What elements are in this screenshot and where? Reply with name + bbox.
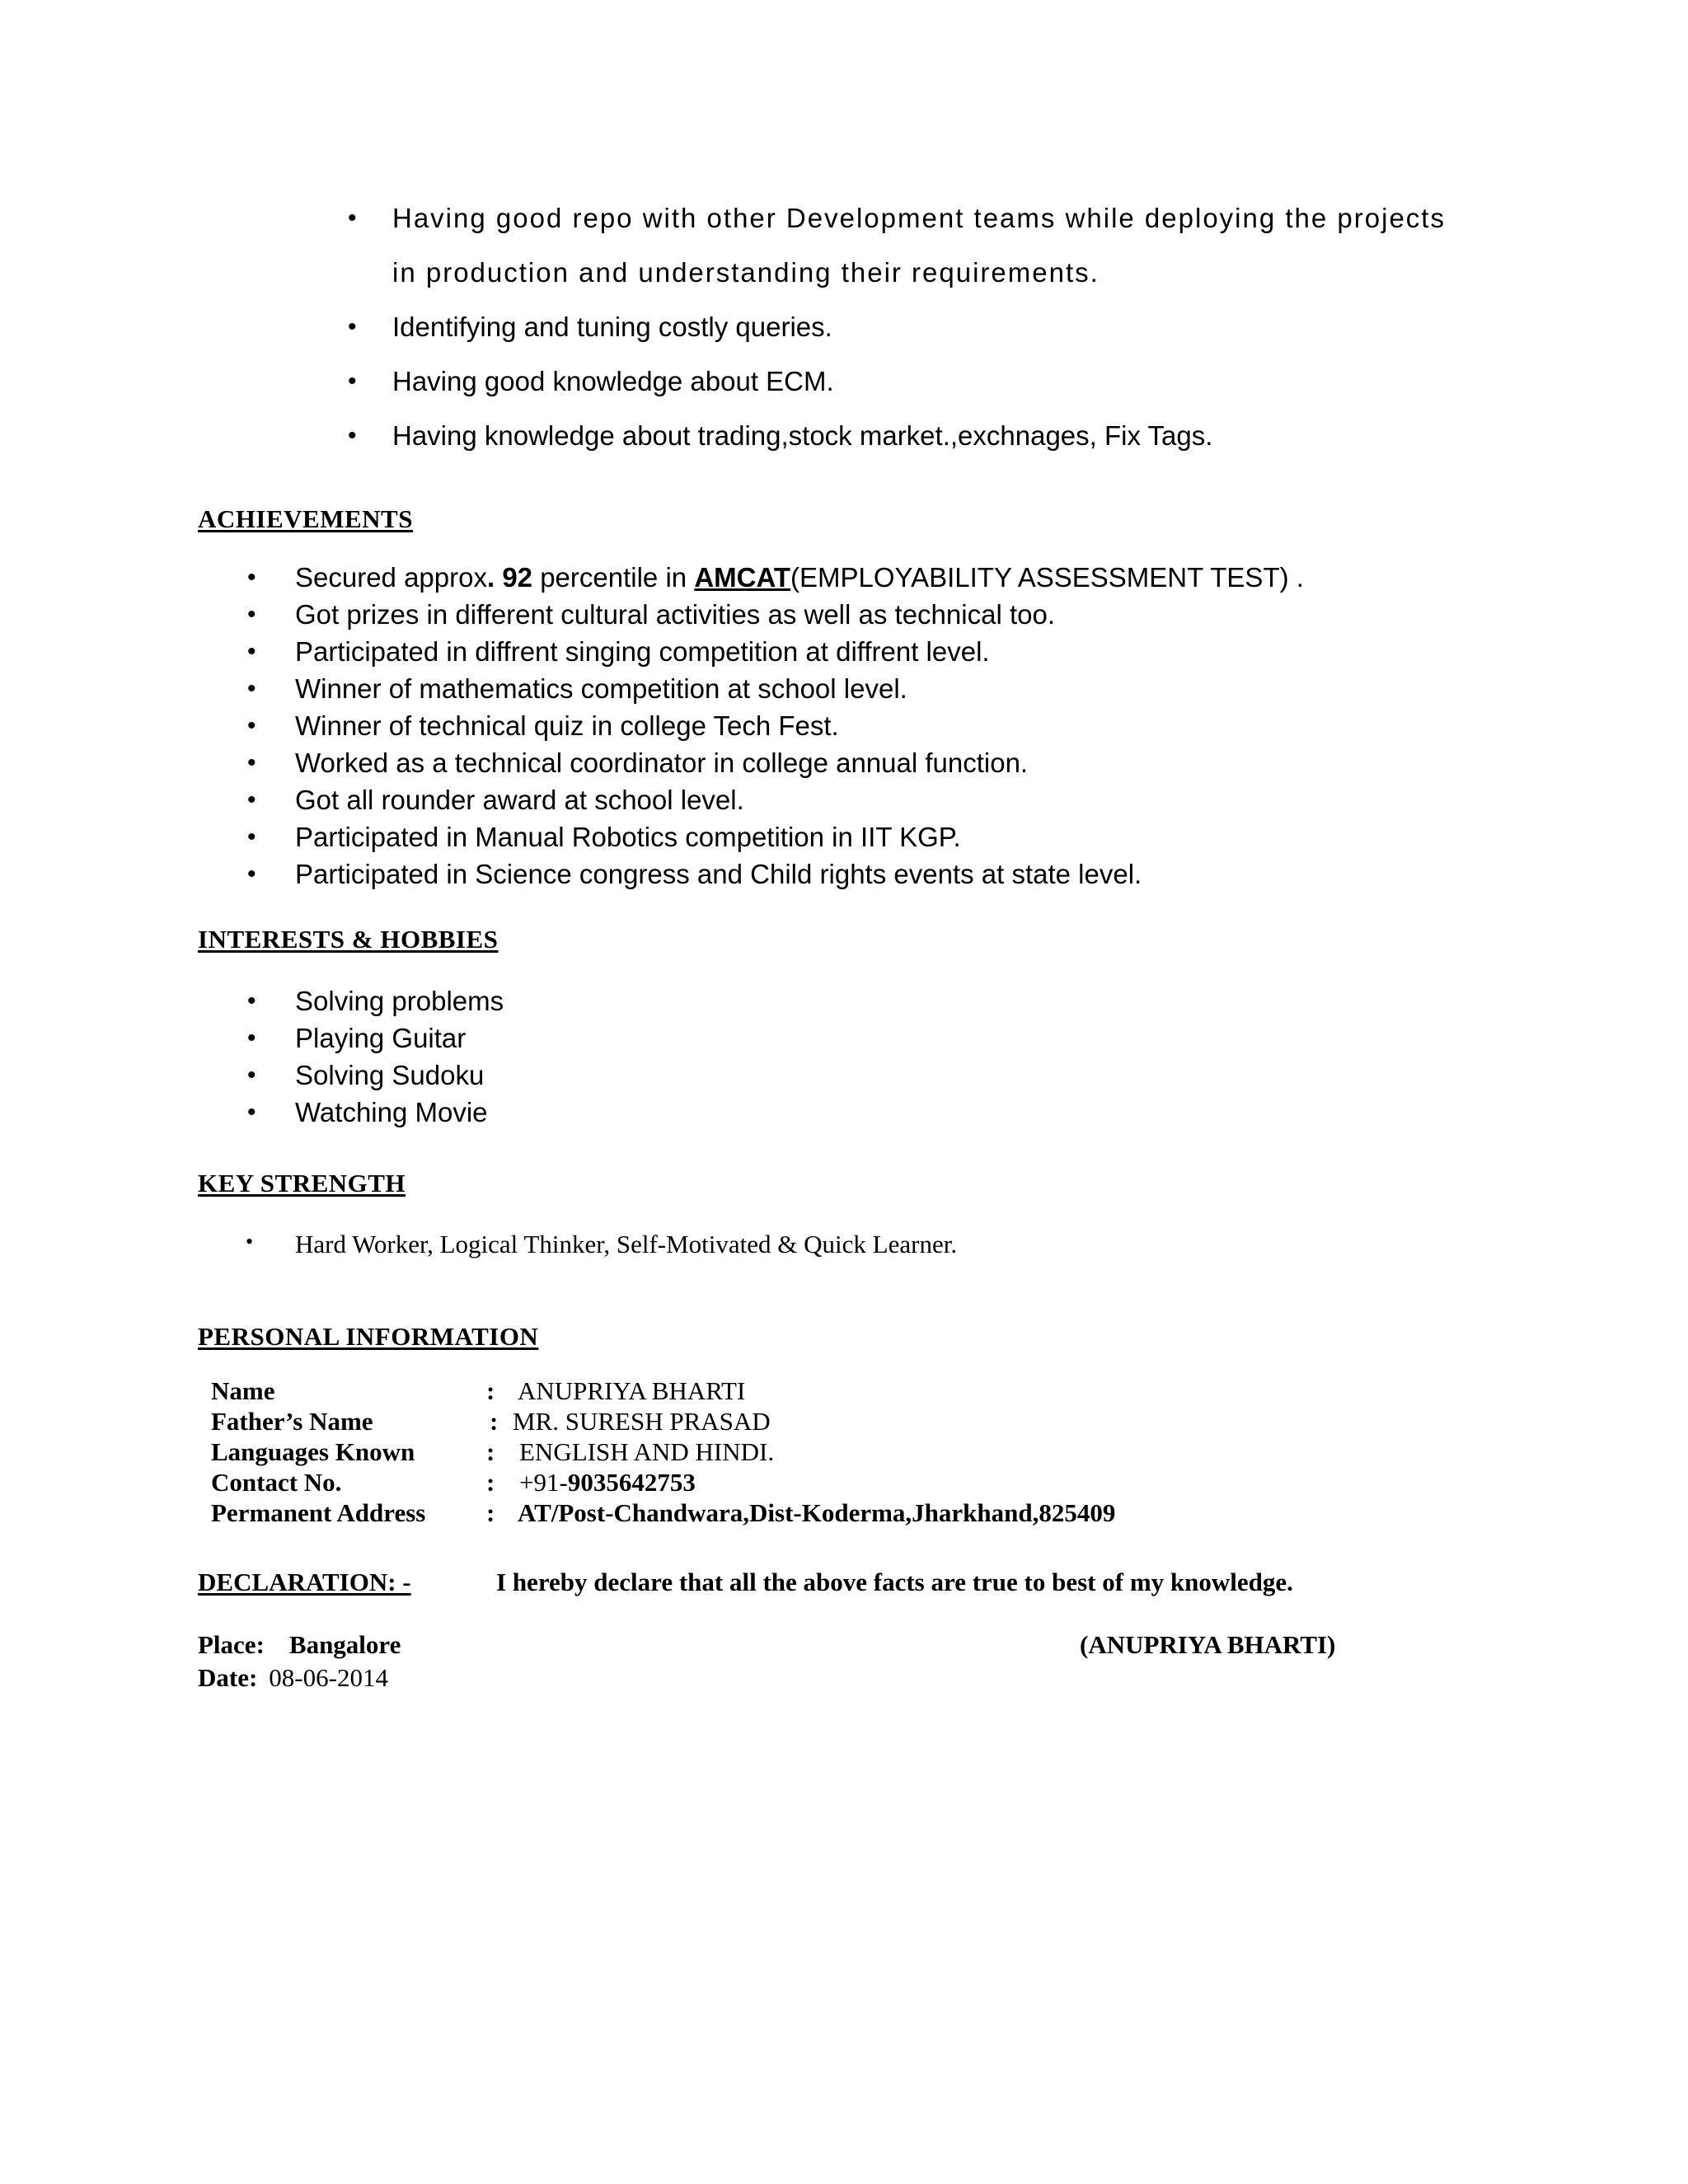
bullet-icon: •	[247, 823, 256, 851]
list-item: • Playing Guitar	[0, 1019, 1688, 1057]
list-item: • Having good knowledge about ECM.	[0, 354, 1688, 409]
list-item: • Watching Movie	[0, 1094, 1688, 1131]
bullet-icon: •	[246, 1230, 254, 1254]
achievements-list	[0, 559, 1688, 893]
bullet-icon: •	[247, 1024, 256, 1052]
bullet-icon: •	[247, 987, 256, 1015]
bullet-icon: •	[247, 1099, 256, 1126]
list-item: • Got all rounder award at school level.	[0, 781, 1688, 818]
list-item: • Solving problems	[0, 982, 1688, 1019]
list-item: • Worked as a technical coordinator in college annual function.	[0, 744, 1688, 781]
achievements-heading: ACHIEVEMENTS	[198, 504, 413, 533]
bullet-icon: •	[348, 313, 357, 340]
bullet-icon: •	[247, 601, 256, 628]
bullet-icon: •	[247, 860, 256, 888]
list-item: • Got prizes in different cultural activities as well as technical too.	[0, 596, 1688, 633]
list-item: • Having good repo with other Development teams while deploying the projects	[0, 191, 1688, 246]
list-item: • Having knowledge about trading,stock market.,exchnages, Fix Tags.	[0, 409, 1688, 463]
list-item: • Winner of technical quiz in college Tech Fest.	[0, 707, 1688, 744]
resume-page: • Having good repo with other Development teams while deploying the projects in production and understanding their requirements. • Identifying and tuning costly queries. • Having good knowledge about ECM. • Having knowledge about trading,stock market.,exchnages, Fix Tags. ACHIEVEMENTS • Secured approx. 92 percentile in AMCAT(EMPLOYABILITY ASSESSMENT TEST) . • Got prizes in different cultural activities as well as technical too. • Participated in diffrent singing competition at diffrent level. • Winner of mathematics competition at school level. • Winner of technical quiz in college Tech Fest. • Worked as a technical coordinator in college annual function. • Got all rounder award at school level. • Participated in Manual Robotics competition in IIT KGP. • Participated in Science congress and Child rights events at state level. INTERESTS & HOBBIES • Solving problems • Playing Guitar • Solving Sudoku • Watching Movie KEY STRENGTH • Hard Worker, Logical Thinker, Self-Motivated & Quick Learner. PERSONAL INFORMATION Name : ANUPRIYA BHARTI Father’s Name : MR. SURESH PRASAD Languages Known : ENGLISH AND HINDI. Contact No. : +91-9035642753 Permanent Address : AT/Post-Chandwara,Dist-Koderma,Jharkhand,825409 DECLARATION: - I hereby declare that all the above facts are true to best of my knowledge. Place: Bangalore Date: 08-06-2014 (ANUPRIYA BHARTI)	[0, 0, 1688, 2184]
list-item: • Winner of mathematics competition at school level.	[0, 670, 1688, 707]
key-strength-item: • Hard Worker, Logical Thinker, Self-Motivated & Quick Learner.	[246, 1230, 958, 1258]
date-line: Date: 08-06-2014	[198, 1663, 388, 1692]
bullet-icon: •	[348, 422, 357, 449]
list-item: • Secured approx. 92 percentile in AMCAT(EMPLOYABILITY ASSESSMENT TEST) .	[0, 559, 1688, 596]
personal-info-heading: PERSONAL INFORMATION	[198, 1322, 539, 1351]
bullet-icon: •	[247, 1062, 256, 1089]
bullet-icon: •	[348, 368, 357, 395]
list-item: • Participated in Manual Robotics competition in IIT KGP.	[0, 818, 1688, 855]
amcat-link[interactable]: AMCAT	[694, 562, 791, 593]
place-line: Place: Bangalore	[198, 1630, 401, 1659]
declaration-text: I hereby declare that all the above facts are true to best of my knowledge.	[496, 1568, 1293, 1596]
bullet-icon: •	[247, 786, 256, 813]
list-item: • Identifying and tuning costly queries.	[0, 300, 1688, 354]
bullet-icon: •	[247, 749, 256, 776]
key-strength-heading: KEY STRENGTH	[198, 1169, 406, 1197]
bullet-icon: •	[247, 564, 256, 591]
declaration-label: DECLARATION: -	[198, 1568, 411, 1596]
list-item: • Participated in diffrent singing competition at diffrent level.	[0, 633, 1688, 670]
signature-name: (ANUPRIYA BHARTI)	[1080, 1630, 1336, 1659]
list-item-continuation: in production and understanding their requirements.	[392, 257, 1100, 288]
list-item: • Solving Sudoku	[0, 1057, 1688, 1094]
bullet-icon: •	[247, 675, 256, 702]
interests-list	[0, 982, 1688, 1131]
experience-bullets-continued	[0, 191, 1688, 463]
bullet-icon: •	[348, 204, 359, 232]
bullet-icon: •	[247, 712, 256, 739]
interests-heading: INTERESTS & HOBBIES	[198, 925, 499, 954]
list-item: • Participated in Science congress and Child rights events at state level.	[0, 855, 1688, 893]
bullet-icon: •	[247, 638, 256, 665]
